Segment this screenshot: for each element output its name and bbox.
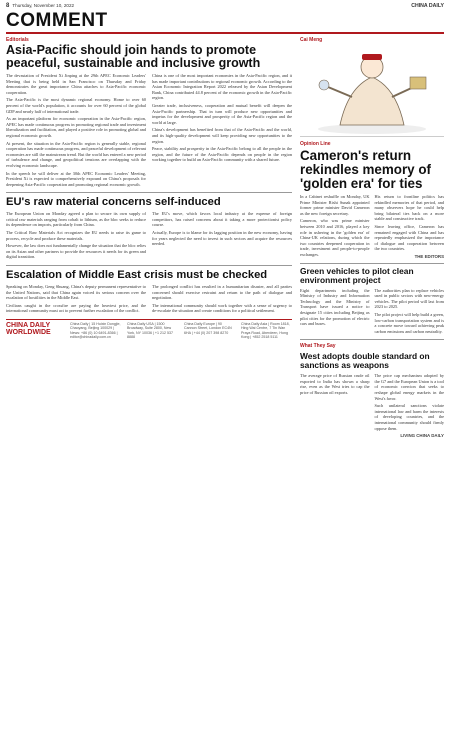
editorial-1-paragraph: Greater trade, inclusiveness, cooperation and mutual benefit will deepen the Asia-Pacific partnership. That in turn will produce new opportunities and impetus for the development and prosperity of the Asia-Pacific region and the world at large. — [152, 102, 292, 125]
editorial-2-body — [6, 211, 292, 262]
editorial-2-headline: EU's raw material concerns self-induced — [6, 196, 221, 209]
editorials-label: Editorials — [6, 37, 29, 43]
footer-address-block: China Daily Asia | Room 1818, Hing Wai Centre, 7 Tin Wan Praya Road, Aberdeen, Hong Kong | +852 2518 5111 — [241, 322, 290, 340]
footer-address-block: China Daily | 15 Huixin Dongjie, Chaoyang, Beijing 100029 | News: +86 (0) 10 6491-8366 | editor@chinadaily.com.cn — [70, 322, 121, 340]
opinion-paragraph: In a Cabinet reshuffle on Monday, UK Prime Minister Rishi Sunak appointed former prime minister David Cameron as the new foreign secretary. — [300, 194, 370, 216]
editorial-2-paragraph: The Critical Raw Materials Act recognizes the EU needs to raise its game to process, recycle and produce these materials. — [6, 230, 146, 241]
editorial-1-headline: Asia-Pacific should join hands to promote peaceful, sustainable and inclusive growth — [6, 43, 261, 70]
editorial-1-paragraph: As an important platform for economic cooperation in the Asia-Pacific region, APEC has made continuous progress in promoting regional trade and investment liberalization and facilitation, and played a positive role in promoting global and regional economic growth. — [6, 116, 146, 138]
editorial-2-paragraph: Actually, Europe is to blame for its lagging position in the new economy, having for years neglected the need to invest in such sectors and acquire the resources needed. — [152, 230, 292, 247]
editorial-1-paragraph: Peace, stability and prosperity in the Asia-Pacific belong to all the people in the region, and the future of the Asia-Pacific depends on people in the region working together to build an Asia-Pacific community with a shared future. — [152, 146, 292, 163]
wts-paragraph: The price cap mechanism adopted by the G7 and the European Union is a tool of economic coercion that seeks to reshape global energy markets in the West's favor. — [374, 373, 444, 401]
footer-title: CHINA DAILY WORLDWIDE — [6, 322, 51, 336]
editorials-column — [6, 37, 292, 438]
editorial-cartoon — [300, 37, 444, 137]
footer-contacts — [6, 319, 292, 340]
opinion-column — [300, 37, 444, 438]
opinion-paragraph: Cameron, who was prime minister between 2010 and 2016, played a key role in ushering in the 'golden era' of China-UK relations, during which the two countries deepened cooperation in trade, investment and people-to-people exchanges. — [300, 218, 370, 257]
opinion-line-label: Opinion Line — [300, 141, 331, 147]
opinion-headline: Cameron's return rekindles memory of 'golden era' for ties — [300, 148, 431, 191]
cartoon-credit: Cai Meng — [300, 37, 323, 43]
wts-paragraph: The average price of Russian crude oil exported to India has shown a sharp rise, even as the West tries to cap the price of Russian oil exports. — [300, 373, 370, 396]
editorial-3-paragraph: Civilians caught in the crossfire are paying the heaviest price, and the international community must act to prevent further escalation of the conflict. — [6, 302, 146, 314]
editorial-1-paragraph: The devastation of President Xi Jinping at the 29th APEC Economic Leaders' Meeting that is being held in San Francisco on Thursday and Friday demonstrates the great importance China attaches to Asia-Pacific economic cooperation. — [6, 73, 146, 95]
editorial-1-paragraph: China's development has benefited from that of the Asia-Pacific and the world, and its high-quality development will keep providing new opportunities to the region. — [152, 127, 292, 144]
editorial-1-paragraph: The Asia-Pacific is the most dynamic regional economy. Home to over 60 percent of the world's population, it accounts for over 60 percent of the global GDP and nearly half of international trade. — [6, 97, 146, 114]
green-paragraph: Eight departments including the Ministry of Industry and Information Technology and the Ministry of Transport have issued a notice to designate 15 cities including Beijing as pilot cities for the promotion of electric cars and buses. — [300, 287, 370, 327]
editorial-1-paragraph: China is one of the most important economies in the Asia-Pacific region, and it has made important contributions to regional economic growth. According to the Asian Economic Integration Report 2022 released by the Asian Development Bank, China contributed 44.8 percent of the economic growth in the Asia-Pacific region. — [152, 73, 292, 101]
opinion-paragraph: His return to frontline politics has rekindled memories of that period, and many observers hope he could help bring bilateral ties back on a more stable and constructive track. — [374, 194, 444, 222]
issue-date: Thursday, November 10, 2022 — [12, 3, 75, 8]
what-they-say-label: What They Say — [300, 343, 336, 350]
green-body — [300, 288, 444, 337]
footer-address-block: China Daily USA | 1500 Broadway, Suite 2800, New York, NY 10036 | +1 212 537 8888 — [127, 322, 173, 340]
cartoon-illustration — [300, 37, 444, 137]
editorial-3-paragraph: Speaking on Monday, Geng Shuang, China's deputy permanent representative to the United Nations, said that China again voiced its serious concern over the escalation of hostilities in the Middle East. — [6, 284, 146, 301]
page-number: 8 — [6, 2, 10, 9]
section-banner — [6, 11, 444, 34]
opinion-body — [300, 194, 444, 260]
divider — [300, 339, 444, 340]
editorial-2-paragraph: However, the law does not fundamentally change the situation that the bloc relies on its Asian and other partners to provide the resources it needs for its green and digital transition. — [6, 243, 146, 260]
section-title: COMMENT — [6, 10, 108, 31]
editorial-3-paragraph: The international community should work together with a sense of urgency to de-escalate the situation and create conditions for a political settlement. — [152, 302, 292, 314]
divider — [6, 192, 292, 193]
editorial-3-paragraph: The prolonged conflict has resulted in a humanitarian disaster, and all parties concerned should exercise restraint and return to the path of dialogue and negotiation. — [152, 284, 292, 301]
opinion-byline: THE EDITORS — [414, 253, 444, 259]
footer-address-block: China Daily Europe | 90 Cannon Street, London EC4N 6HA | +44 (0) 207 398 8270 — [184, 322, 232, 335]
page-columns — [6, 37, 444, 438]
editorial-3-headline: Escalation of Middle East crisis must be checked — [6, 269, 268, 282]
divider — [6, 265, 292, 266]
editorial-3-body — [6, 284, 292, 316]
green-paragraph: The authorities plan to replace vehicles used in public sectors with new-energy vehicles. The pilot period will last from 2023 to 2025. — [374, 287, 444, 310]
wts-paragraph: Such unilateral sanctions violate international law and harm the interests of developing countries, and the international community should firmly oppose them. — [374, 403, 444, 431]
wts-byline: LIVING CHINA DAILY — [400, 433, 444, 439]
wts-body — [300, 373, 444, 438]
editorial-1-paragraph: At present, the situation in the Asia-Pacific region is generally stable, regional cooperation has made continuous progress, and peaceful development of relevant economies are still the mainstream trend. But the world has entered a new period of turbulence and change, and geopolitical tensions are overlapping with the evolving economic landscape. — [6, 140, 146, 168]
editorial-1-paragraph: In the speech he will deliver at the 30th APEC Economic Leaders' Meeting, President Xi is expected to comprehensively expound on China's proposals for deepening Asia-Pacific cooperation and promoting regional economic growth. — [6, 170, 146, 187]
masthead-brand: CHINA DAILY — [411, 2, 444, 9]
wts-headline: West adopts double standard on sanctions as weapons — [300, 351, 430, 371]
green-paragraph: The pilot project will help build a green, low-carbon transportation system and is a concrete move toward achieving peak carbon emissions and carbon neutrality. — [374, 311, 444, 334]
editorial-2-paragraph: The EU's move, which favors local industry at the expense of foreign competitors, has raised concerns about it taking a more protectionist policy course. — [152, 211, 292, 228]
editorial-2-paragraph: The European Union on Monday agreed a plan to secure its own supply of critical raw materials ranging from cobalt to lithium, as the bloc seeks to reduce its dependence on imports, particularly from China. — [6, 211, 146, 228]
green-headline: Green vehicles to pilot clean environment project — [300, 265, 414, 285]
opinion-paragraph: Since leaving office, Cameron has remained engaged with China and has repeatedly emphasized the importance of dialogue and cooperation between the two countries. — [374, 223, 444, 252]
divider — [300, 263, 444, 264]
editorial-1-body — [6, 73, 292, 189]
